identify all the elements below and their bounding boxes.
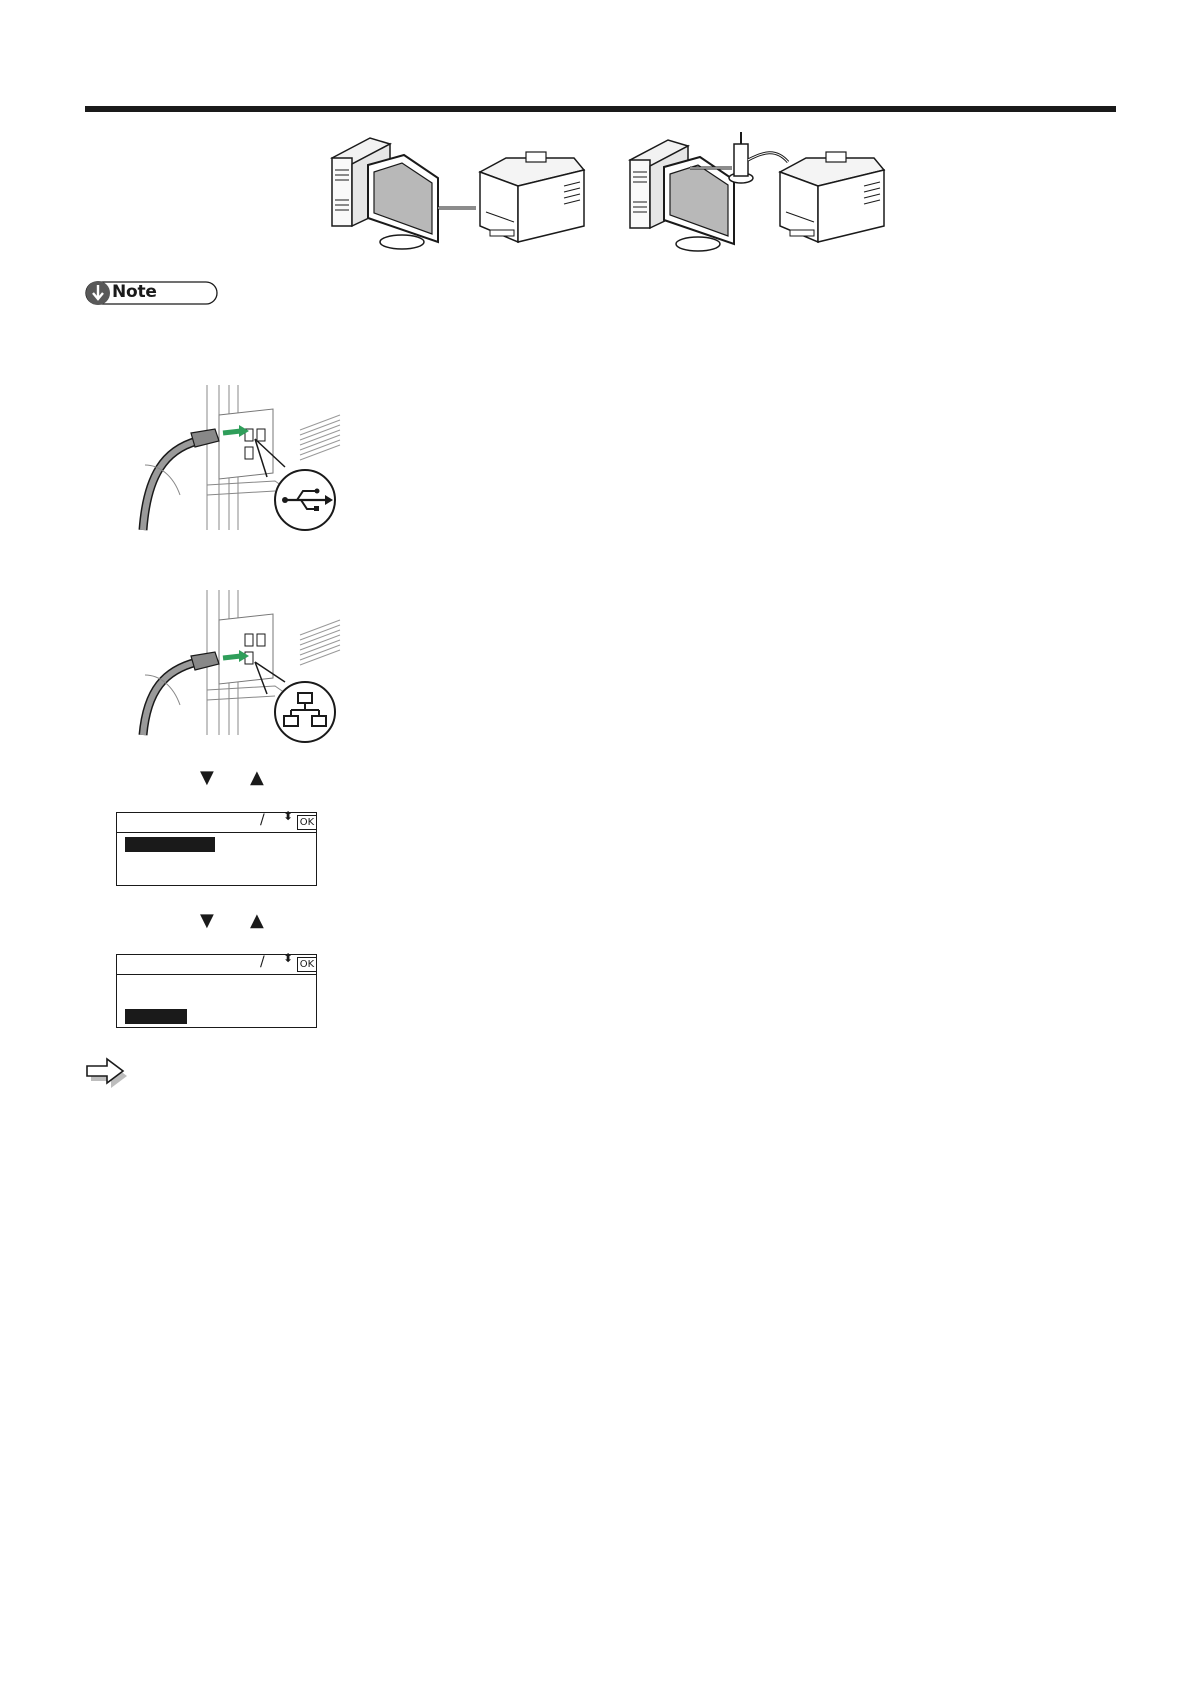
ethernet-port-illustration (135, 590, 345, 735)
lcd-screen (116, 809, 317, 886)
ok-key-icon: OK (297, 957, 317, 972)
lcd-selected-item (125, 837, 215, 852)
ok-key-icon: OK (297, 815, 317, 830)
reference-arrow-icon (85, 1058, 129, 1088)
up-key-icon: ▲ (250, 910, 264, 931)
computer-printer-cable-illustration (330, 130, 590, 255)
down-key-icon: ▼ (200, 910, 214, 931)
down-key-icon: ▼ (200, 767, 214, 788)
lcd-header (117, 809, 316, 833)
up-key-icon: ▲ (250, 767, 264, 788)
scroll-updown-icon: ⬍ (283, 809, 294, 823)
lcd-header (117, 951, 316, 975)
lcd-page-separator: / (260, 812, 265, 828)
page-header-rule (85, 106, 1116, 112)
note-badge (85, 280, 219, 306)
lcd-page-separator: / (260, 954, 265, 970)
lcd-selected-item (125, 1009, 187, 1024)
usb-port-illustration (135, 385, 345, 530)
note-label: Note (112, 282, 157, 302)
computer-printer-wireless-illustration (628, 130, 890, 255)
lcd-screen (116, 951, 317, 1028)
scroll-updown-icon: ⬍ (283, 951, 294, 965)
